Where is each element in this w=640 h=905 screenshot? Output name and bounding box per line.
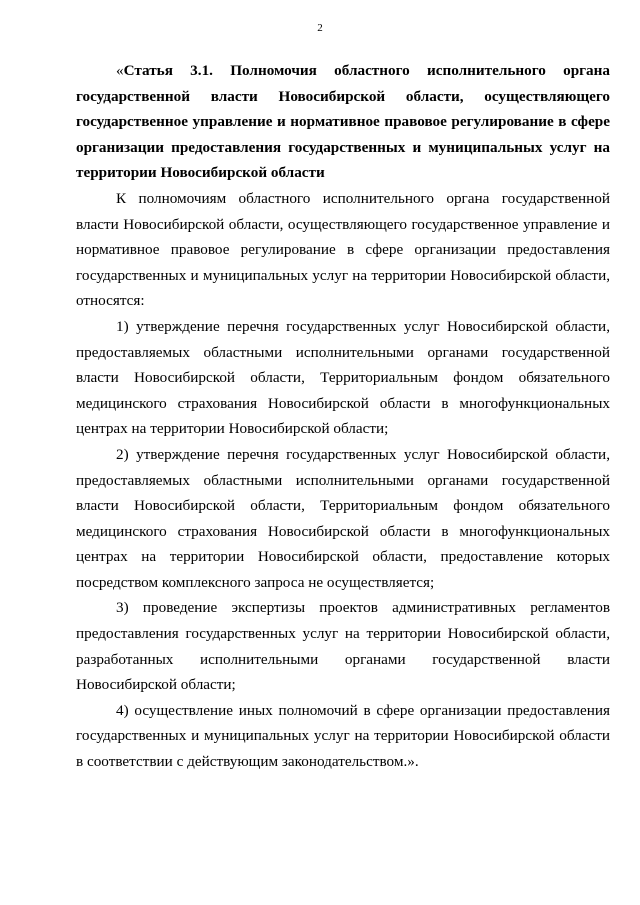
document-body — [76, 58, 610, 775]
list-item-4: 4) осуществление иных полномочий в сфере организации предоставления государственных и муниципальных услуг на территории Новосибирской области в соответствии с действующим законодательством.». — [76, 701, 610, 771]
page-number: 2 — [317, 22, 323, 34]
list-item-2: 2) утверждение перечня государственных услуг Новосибирской области, предоставляемых областными исполнительными органами государственной власти Новосибирской области, Территориальным фондом обязательного медицинского страхования Новосибирской области в многофункциональных центрах на территории Новосибирской области, предоставление которых посредством комплексного запроса не осуществляется; — [76, 445, 610, 591]
list-item-3: 3) проведение экспертизы проектов административных регламентов предоставления государственных услуг на территории Новосибирской области, разработанных исполнительными органами государственной власти Новосибирской области; — [76, 599, 610, 694]
opening-quote: « — [116, 62, 124, 79]
article-heading — [76, 58, 610, 186]
list-item-1: 1) утверждение перечня государственных услуг Новосибирской области, предоставляемых областными исполнительными органами государственной власти Новосибирской области, Территориальным фондом обязательного медицинского страхования Новосибирской области в многофункциональных центрах на территории Новосибирской области; — [76, 317, 610, 438]
article-heading-text: Статья 3.1. Полномочия областного исполнительного органа государственной власти Новосибирской области, осуществляющего государственное управление и нормативное правовое регулирование в сфере организации предоставления государственных и муниципальных услуг на территории Новосибирской области — [76, 62, 610, 182]
intro-paragraph: К полномочиям областного исполнительного органа государственной власти Новосибирской области, осуществляющего государственное управление и нормативное правовое регулирование в сфере организации предоставления государственных и муниципальных услуг на территории Новосибирской области, относятся: — [76, 189, 610, 310]
